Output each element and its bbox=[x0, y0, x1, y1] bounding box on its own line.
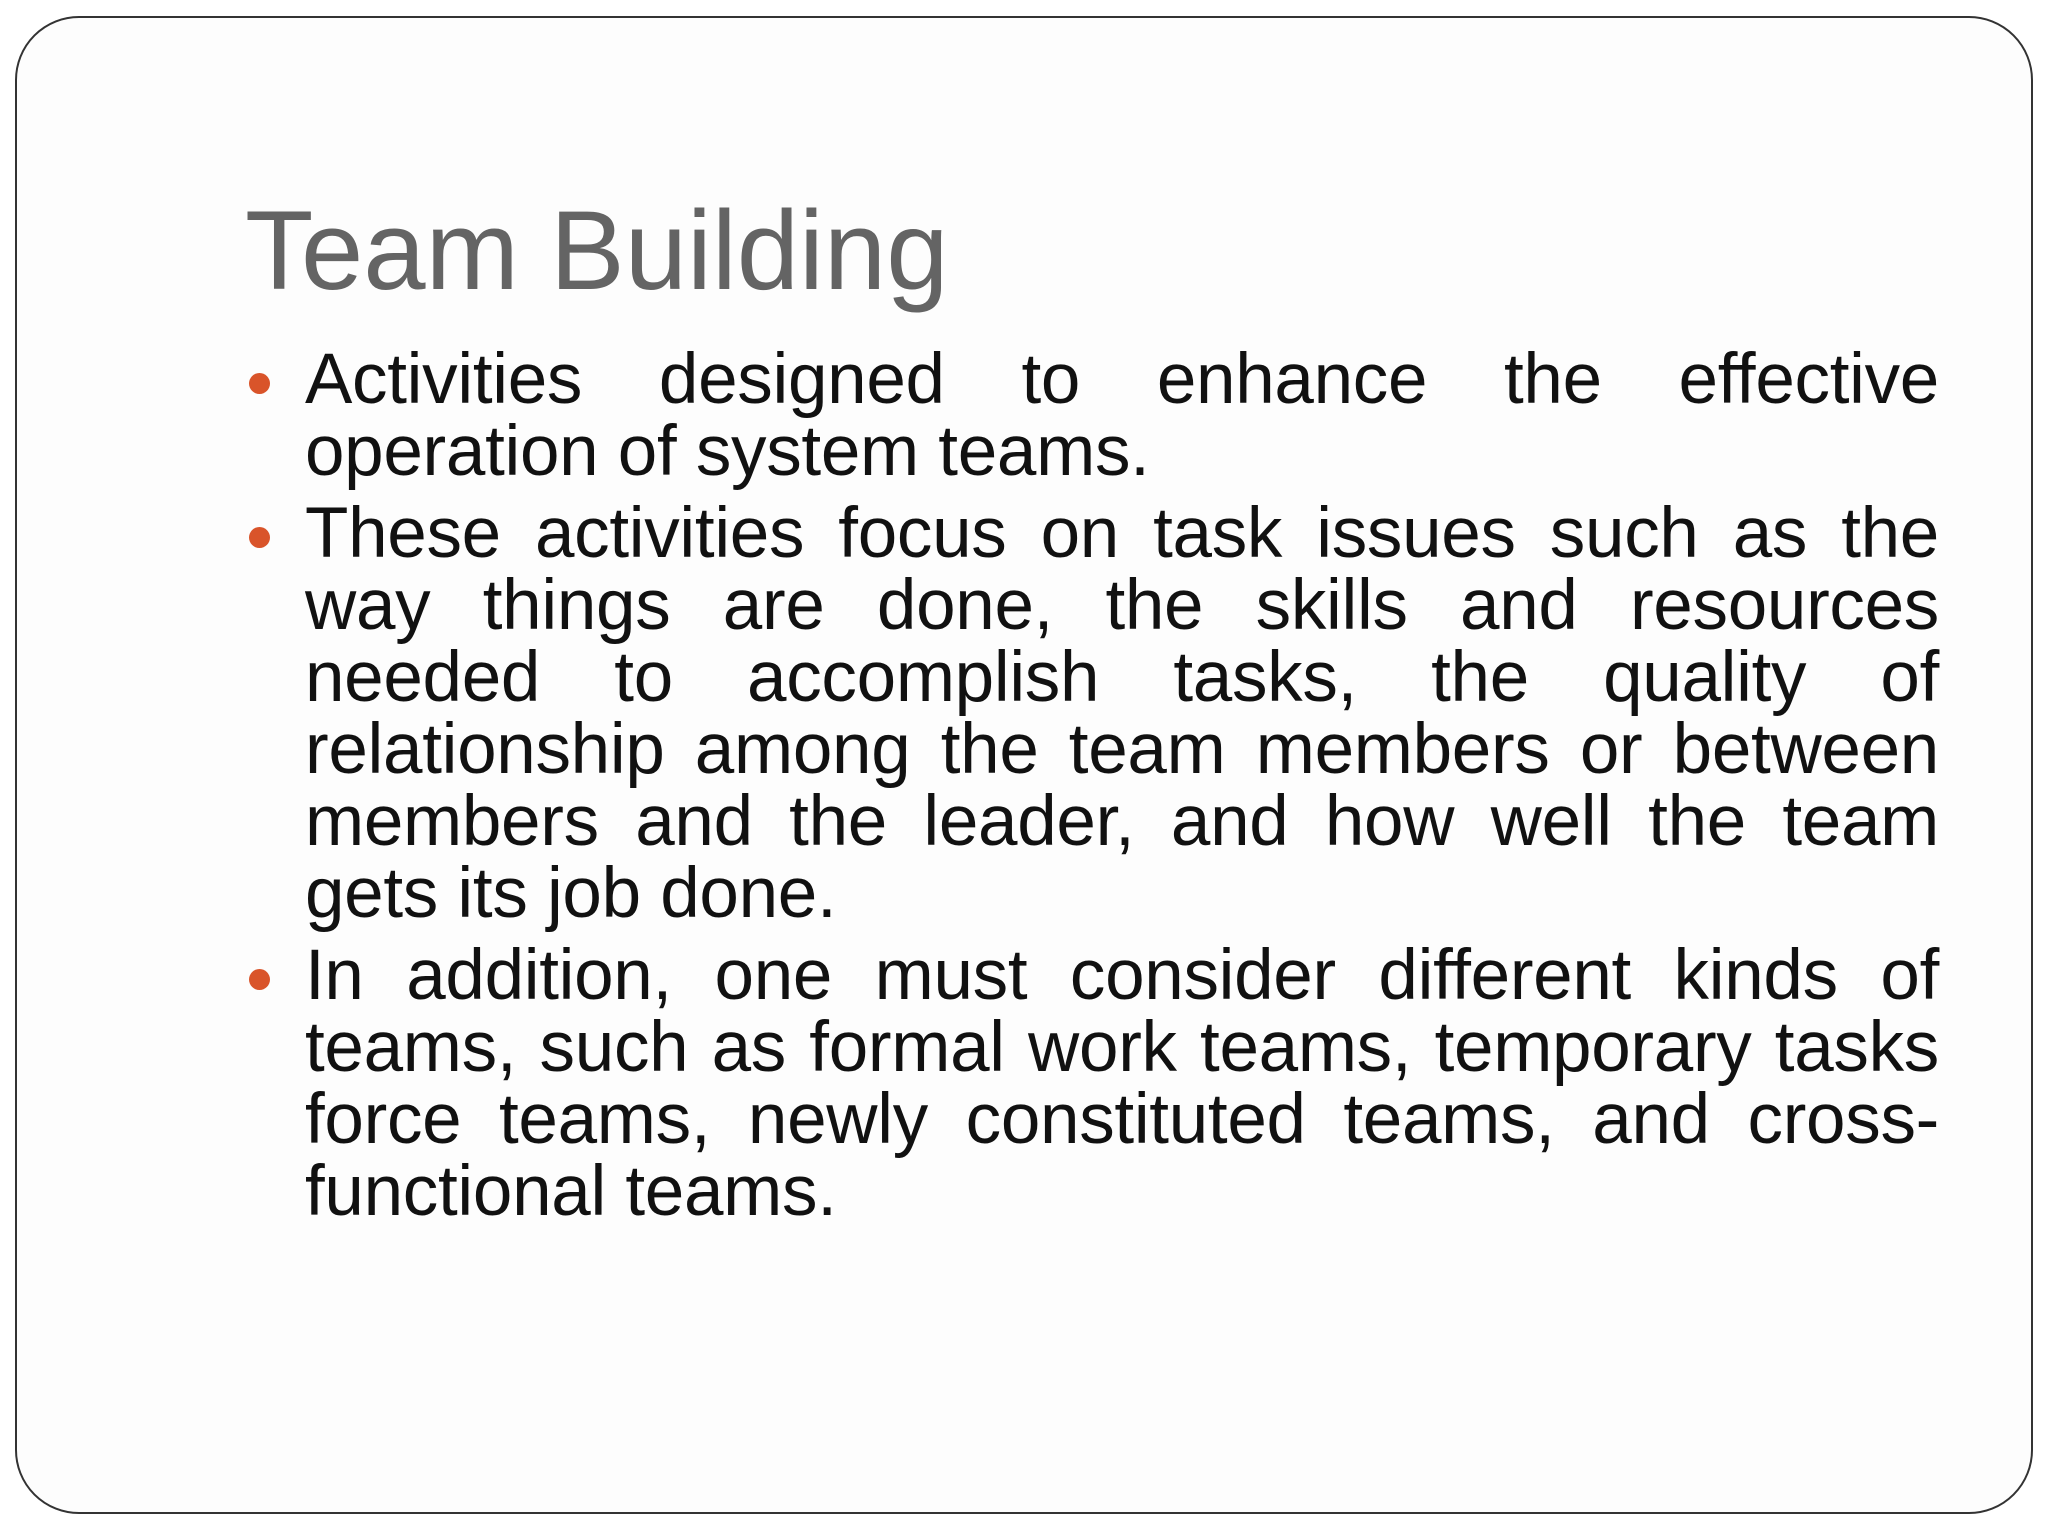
slide-title: Team Building bbox=[245, 188, 949, 313]
bullet-list bbox=[245, 340, 1939, 1238]
bullet-text: These activities focus on task issues such as the way things are done, the skills and resources needed to accomplish tasks, the quality of relationship among the team members or between members and the leader, and how well the team gets its job done. bbox=[305, 494, 1939, 933]
bullet-dot-icon bbox=[249, 527, 270, 548]
bullet-item bbox=[245, 340, 1939, 491]
bullet-item bbox=[245, 936, 1939, 1231]
bullet-dot-icon bbox=[249, 969, 270, 990]
bullet-dot-icon bbox=[249, 373, 270, 394]
bullet-text: In addition, one must consider different kinds of teams, such as formal work teams, temporary tasks force teams, newly constituted teams, and cross-functional teams. bbox=[305, 936, 1939, 1231]
slide-frame bbox=[15, 16, 2033, 1514]
bullet-item bbox=[245, 494, 1939, 933]
bullet-text: Activities designed to enhance the effective operation of system teams. bbox=[305, 340, 1939, 491]
